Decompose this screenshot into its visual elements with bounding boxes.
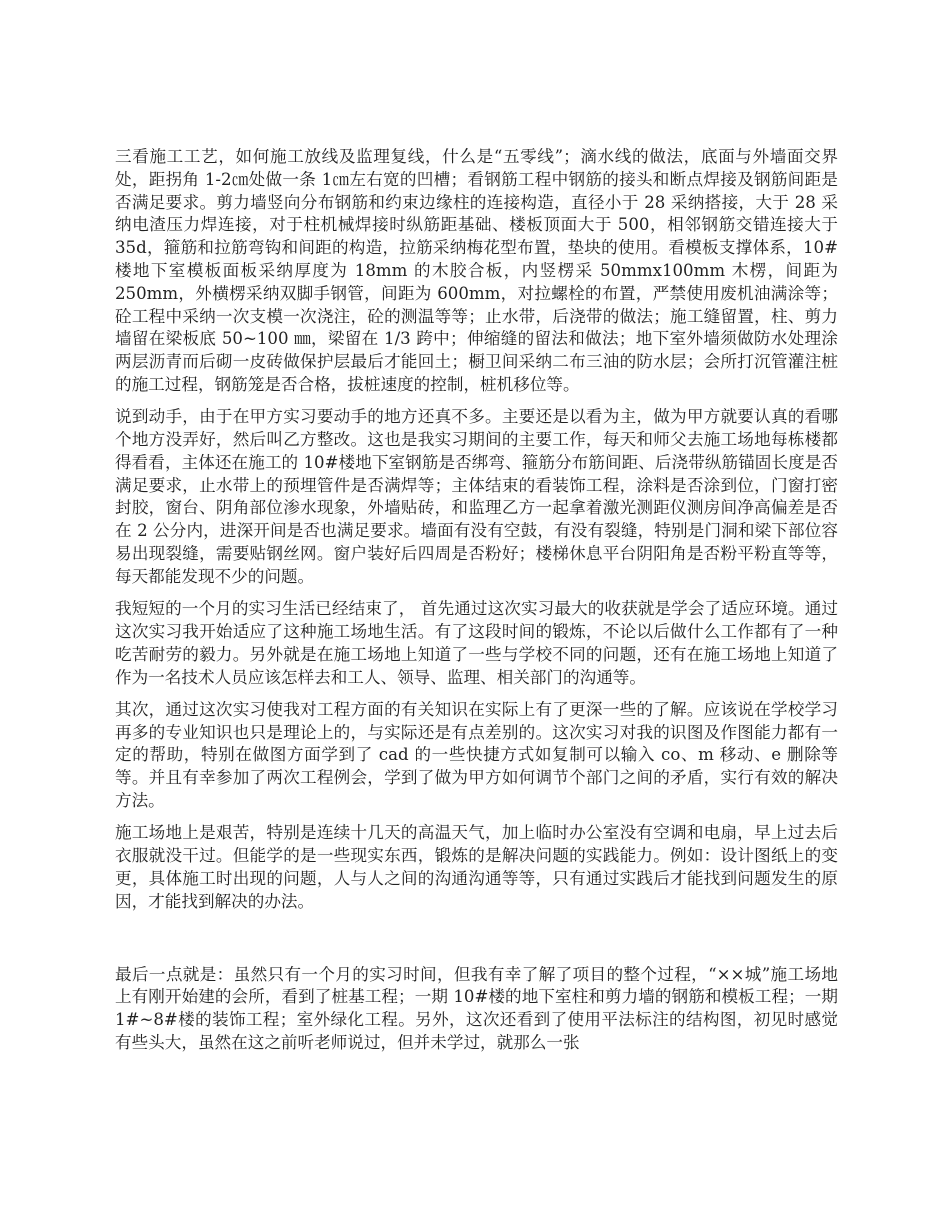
document-page (115, 146, 838, 1064)
paragraph-adapting-environment: 我短短的一个月的实习生活已经结束了， 首先通过这次实习最大的收获就是学会了适应环境。通过这次实习我开始适应了这种施工场地生活。有了这段时间的锻炼，不论以后做什么工作都有了一种吃苦耐劳的毅力。另外就是在施工场地上知道了一些与学校不同的问题，还有在施工场地上知道了作为一名技术人员应该怎样去和工人、领导、监理、相关部门的沟通等。 (115, 599, 838, 687)
paragraph-hardship-practice: 施工场地上是艰苦，特别是连续十几天的高温天气，加上临时办公室没有空调和电扇，早上过去后衣服就没干过。但能学的是一些现实东西，锻炼的是解决问题的实践能力。例如：设计图纸上的变更，具体施工时出现的问题，人与人之间的沟通沟通等等，只有通过实践后才能找到问题发生的原因，才能找到解决的办法。 (115, 823, 838, 911)
paragraph-knowledge-gained: 其次，通过这次实习使我对工程方面的有关知识在实际上有了更深一些的了解。应该说在学校学习再多的专业知识也只是理论上的，与实际还是有点差别的。这次实习对我的识图及作图能力都有一定的帮助，特别在做图方面学到了 cad 的一些快捷方式如复制可以输入 co、m 移动、e 删除等等。并且有幸参加了两次工程例会，学到了做为甲方如何调节个部门之间的矛盾，实行有效的解决方法。 (115, 699, 838, 811)
paragraph-construction-process: 三看施工工艺，如何施工放线及监理复线，什么是“五零线”；滴水线的做法，底面与外墙面交界处，距拐角 1-2㎝处做一条 1㎝左右宽的凹槽；看钢筋工程中钢筋的接头和断点焊接及钢筋间距是否满足要求。剪力墙竖向分布钢筋和约束边缘柱的连接构造，直径小于 28 采纳搭接，大于 28 采纳电渣压力焊连接，对于柱机械焊接时纵筋距基础、楼板顶面大于 500，相邻钢筋交错连接大于 35d，箍筋和拉筋弯钩和间距的构造，拉筋采纳梅花型布置，垫块的使用。看模板支撑体系，10#楼地下室模板面板采纳厚度为 18mm 的木胶合板，内竖楞采 50mmx100mm 木楞，间距为 250mm，外横楞采纳双脚手钢管，间距为 600mm，对拉螺栓的布置，严禁使用废机油满涂等；砼工程中采纳一次支模一次浇注，砼的测温等等；止水带，后浇带的做法；施工缝留置，柱、剪力墙留在梁板底 50~100 ㎜，梁留在 1/3 跨中；伸缩缝的留法和做法；地下室外墙须做防水处理涂两层沥青而后砌一皮砖做保护层最后才能回土；橱卫间采纳二布三油的防水层；会所打沉管灌注桩的施工过程，钢筋笼是否合格，拔桩速度的控制，桩机移位等。 (115, 147, 838, 394)
paragraph-hands-on-work: 说到动手，由于在甲方实习要动手的地方还真不多。主要还是以看为主，做为甲方就要认真的看哪个地方没弄好，然后叫乙方整改。这也是我实习期间的主要工作，每天和师父去施工场地每栋楼都得看看，主体还在施工的 10#楼地下室钢筋是否绑弯、箍筋分布筋间距、后浇带纵筋锚固长度是否满足要求，止水带上的预埋管件是否满焊等；主体结束的看装饰工程，涂料是否涂到位，门窗打密封胶，窗台、阴角部位渗水现象，外墙贴砖，和监理乙方一起拿着激光测距仪测房间净高偏差是否在 2 公分内，进深开间是否也满足要求。墙面有没有空鼓，有没有裂缝，特别是门洞和梁下部位容易出现裂缝，需要贴钢丝网。窗户装好后四周是否粉好；楼梯休息平台阴阳角是否粉平粉直等等，每天都能发现不少的问题。 (115, 407, 838, 586)
paragraph-final-point: 最后一点就是：虽然只有一个月的实习时间，但我有幸了解了项目的整个过程，“××城”施工场地上有刚开始建的会所，看到了桩基工程；一期 10#楼的地下室柱和剪力墙的钢筋和模板工程；一期 1#~8#楼的装饰工程；室外绿化工程。另外，这次还看到了使用平法标注的结构图，初见时感觉有些头大，虽然在这之前听老师说过，但并未学过，就那么一张 (115, 964, 838, 1052)
